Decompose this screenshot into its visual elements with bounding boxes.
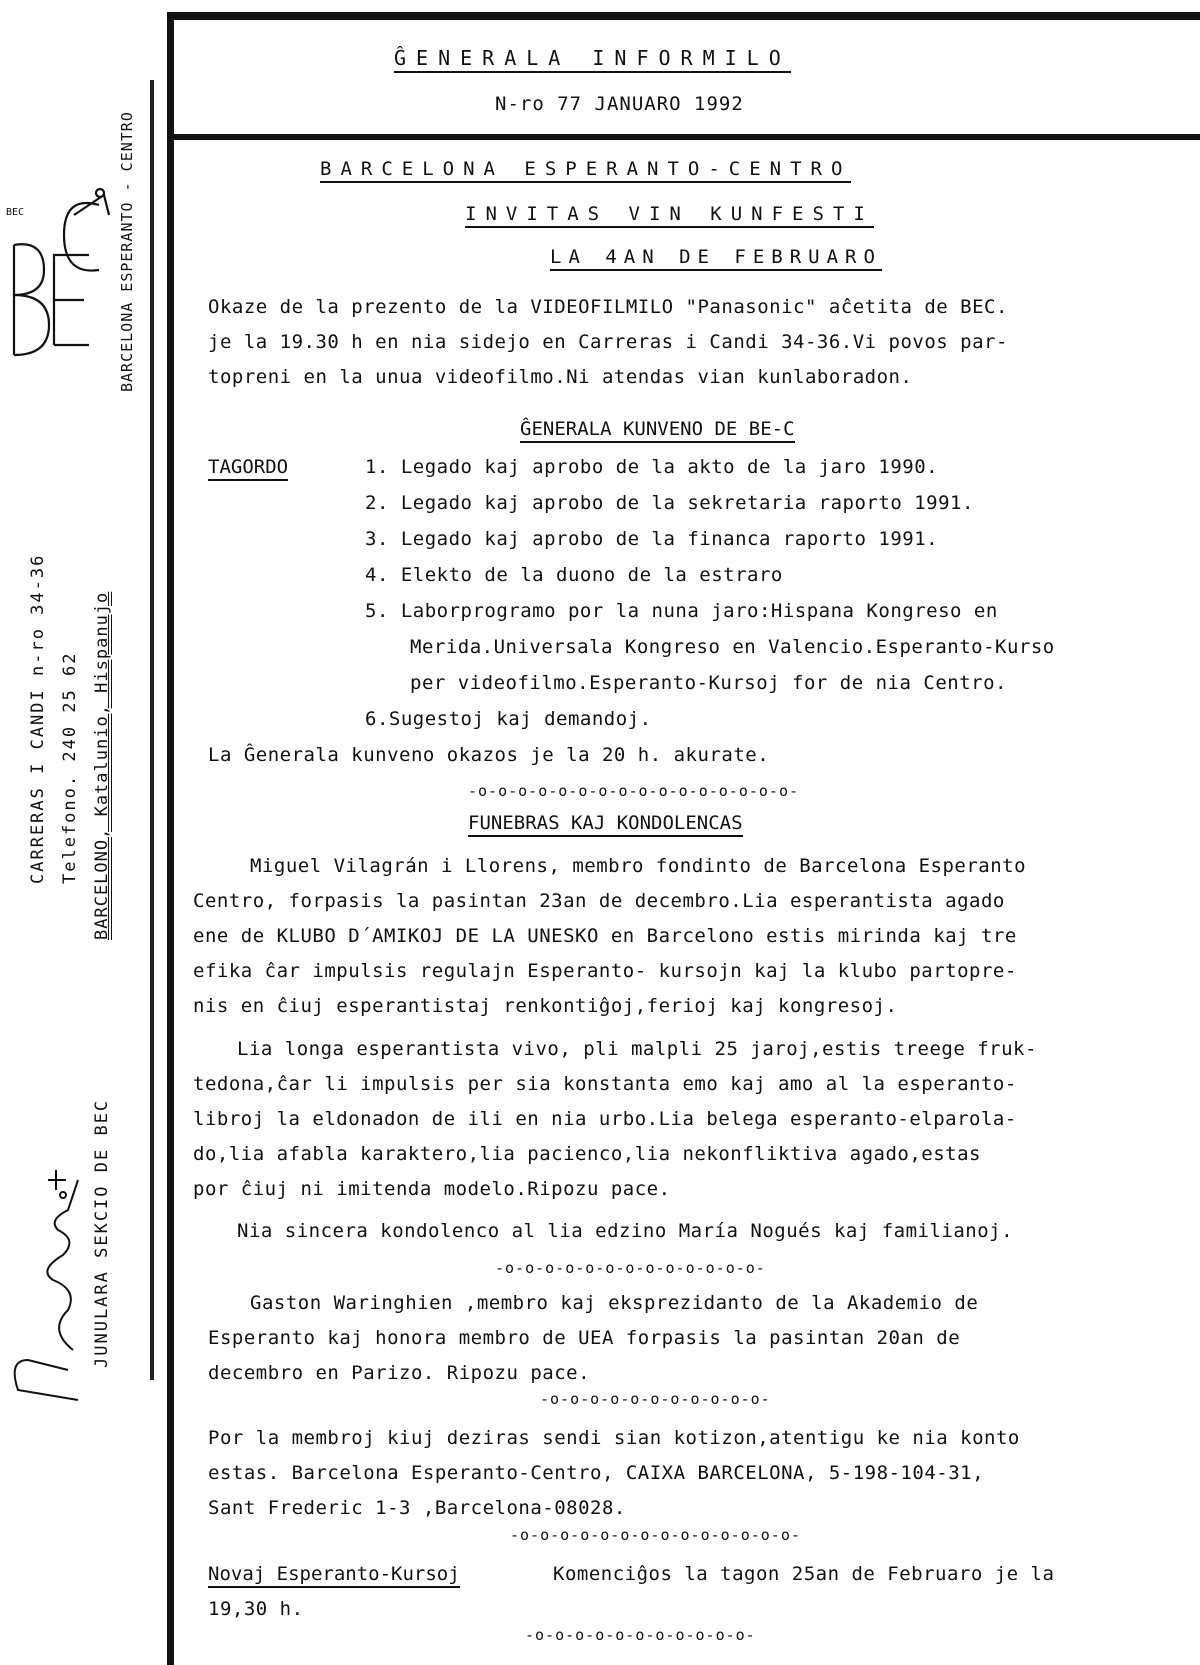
obituary-heading: FUNEBRAS KAJ KONDOLENCAS [468, 812, 743, 837]
sidebar-address: CARRERAS I CANDI n-ro 34-36 [28, 553, 48, 884]
obituary-line: decembro en Parizo. Ripozu pace. [208, 1362, 591, 1384]
courses-time: 19,30 h. [208, 1598, 304, 1620]
agenda-item: 4. Elekto de la duono de la estraro [365, 564, 783, 586]
top-rule [170, 12, 1200, 20]
agenda-label: TAGORDO [208, 456, 288, 481]
obituary-line: Miguel Vilagrán i Llorens, membro fondinto de Barcelona Esperanto [250, 855, 1027, 877]
newsletter-title: ĜENERALA INFORMILO [394, 46, 791, 73]
obituary-line: Centro, forpasis la pasintan 23an de decembro.Lia esperantista agado [193, 890, 1005, 912]
agenda-item: 5. Laborprogramo por la nuna jaro:Hispana Kongreso en [365, 600, 998, 622]
obituary-line: Gaston Waringhien ,membro kaj eksprezidanto de la Akademio de [250, 1292, 979, 1314]
invitation-body-line: topreni en la unua videofilmo.Ni atendas vian kunlaboradon. [208, 366, 913, 388]
logo-text: BEC [6, 207, 25, 218]
agenda-item: 1. Legado kaj aprobo de la akto de la jaro 1990. [365, 456, 939, 478]
obituary-line: libroj la eldonadon de ili en nia urbo.Lia belega esperanto-elparola- [193, 1108, 1017, 1130]
agenda-item: Merida.Universala Kongreso en Valencio.Esperanto-Kurso [410, 636, 1055, 658]
obituary-line: nis en ĉiuj esperantistaj renkontiĝoj,ferioj kaj kongresoj. [193, 995, 898, 1017]
obituary-line: tedona,ĉar li impulsis per sia konstanta emo kaj amo al la esperanto- [193, 1073, 1017, 1095]
issue-line: N-ro 77 JANUARO 1992 [495, 93, 744, 115]
courses-label: Novaj Esperanto-Kursoj [208, 1563, 460, 1588]
sidebar-rule [150, 80, 154, 1380]
signature-text: Alomor [8, 1165, 37, 1174]
invitation-line-3: LA 4AN DE FEBRUARO [550, 246, 882, 271]
header-divider [170, 134, 1200, 140]
assembly-heading: ĜENERALA KUNVENO DE BE-C [520, 418, 795, 443]
invitation-body-line: Okaze de la prezento de la VIDEOFILMILO "Panasonic" aĉetita de BEC. [208, 296, 1008, 318]
signature-icon [8, 1160, 88, 1410]
bec-logo-icon [4, 185, 114, 360]
separator: -o-o-o-o-o-o-o-o-o-o-o- [525, 1626, 756, 1644]
dues-line: estas. Barcelona Esperanto-Centro, CAIXA BARCELONA, 5-198-104-31, [208, 1462, 985, 1484]
invitation-line-2: INVITAS VIN KUNFESTI [465, 203, 874, 228]
invitation-line-1: BARCELONA ESPERANTO-CENTRO [320, 158, 851, 183]
obituary-line: Esperanto kaj honora membro de UEA forpasis la pasintan 20an de [208, 1327, 961, 1349]
agenda-item: per videofilmo.Esperanto-Kursoj for de nia Centro. [410, 672, 1007, 694]
invitation-body-line: je la 19.30 h en nia sidejo en Carreras i Candi 34-36.Vi povos par- [208, 331, 1008, 353]
sidebar-phone: Telefono. 240 25 62 [60, 651, 80, 884]
obituary-line: Lia longa esperantista vivo, pli malpli 25 jaroj,estis treege fruk- [237, 1038, 1037, 1060]
agenda-item: 2. Legado kaj aprobo de la sekretaria raporto 1991. [365, 492, 974, 514]
condolence-line: Nia sincera kondolenco al lia edzino María Nogués kaj familianoj. [237, 1220, 1014, 1242]
agenda-item: 6.Sugestoj kaj demandoj. [365, 708, 652, 730]
obituary-line: ene de KLUBO D´AMIKOJ DE LA UNESKO en Barcelono estis mirinda kaj tre [193, 925, 1017, 947]
separator: -o-o-o-o-o-o-o-o-o-o-o-o-o- [495, 1259, 766, 1277]
separator: -o-o-o-o-o-o-o-o-o-o-o- [540, 1390, 771, 1408]
assembly-note: La Ĝenerala kunveno okazos je la 20 h. akurate. [208, 744, 770, 766]
sidebar-city: BARCELONO, Katalunio, Hispanujo [92, 591, 112, 940]
sidebar-org-name: BARCELONA ESPERANTO - CENTRO [118, 111, 136, 392]
obituary-line: por ĉiuj ni imitenda modelo.Ripozu pace. [193, 1178, 671, 1200]
sidebar-youth-section: JUNULARA SEKCIO DE BEC [92, 1098, 112, 1368]
separator: -o-o-o-o-o-o-o-o-o-o-o-o-o-o-o-o- [468, 782, 800, 800]
dues-line: Por la membroj kiuj deziras sendi sian kotizon,atentigu ke nia konto [208, 1427, 1020, 1449]
obituary-line: efika ĉar impulsis regulajn Esperanto- kursojn kaj la klubo partopre- [193, 960, 1017, 982]
courses-text: Komenciĝos la tagon 25an de Februaro je la [553, 1563, 1055, 1585]
agenda-item: 3. Legado kaj aprobo de la financa raporto 1991. [365, 528, 939, 550]
obituary-line: do,lia afabla karaktero,lia pacienco,lia nekonfliktiva agado,estas [193, 1143, 981, 1165]
separator: -o-o-o-o-o-o-o-o-o-o-o-o-o-o- [510, 1526, 801, 1544]
left-border-rule [167, 12, 174, 1665]
dues-line: Sant Frederic 1-3 ,Barcelona-08028. [208, 1497, 626, 1519]
